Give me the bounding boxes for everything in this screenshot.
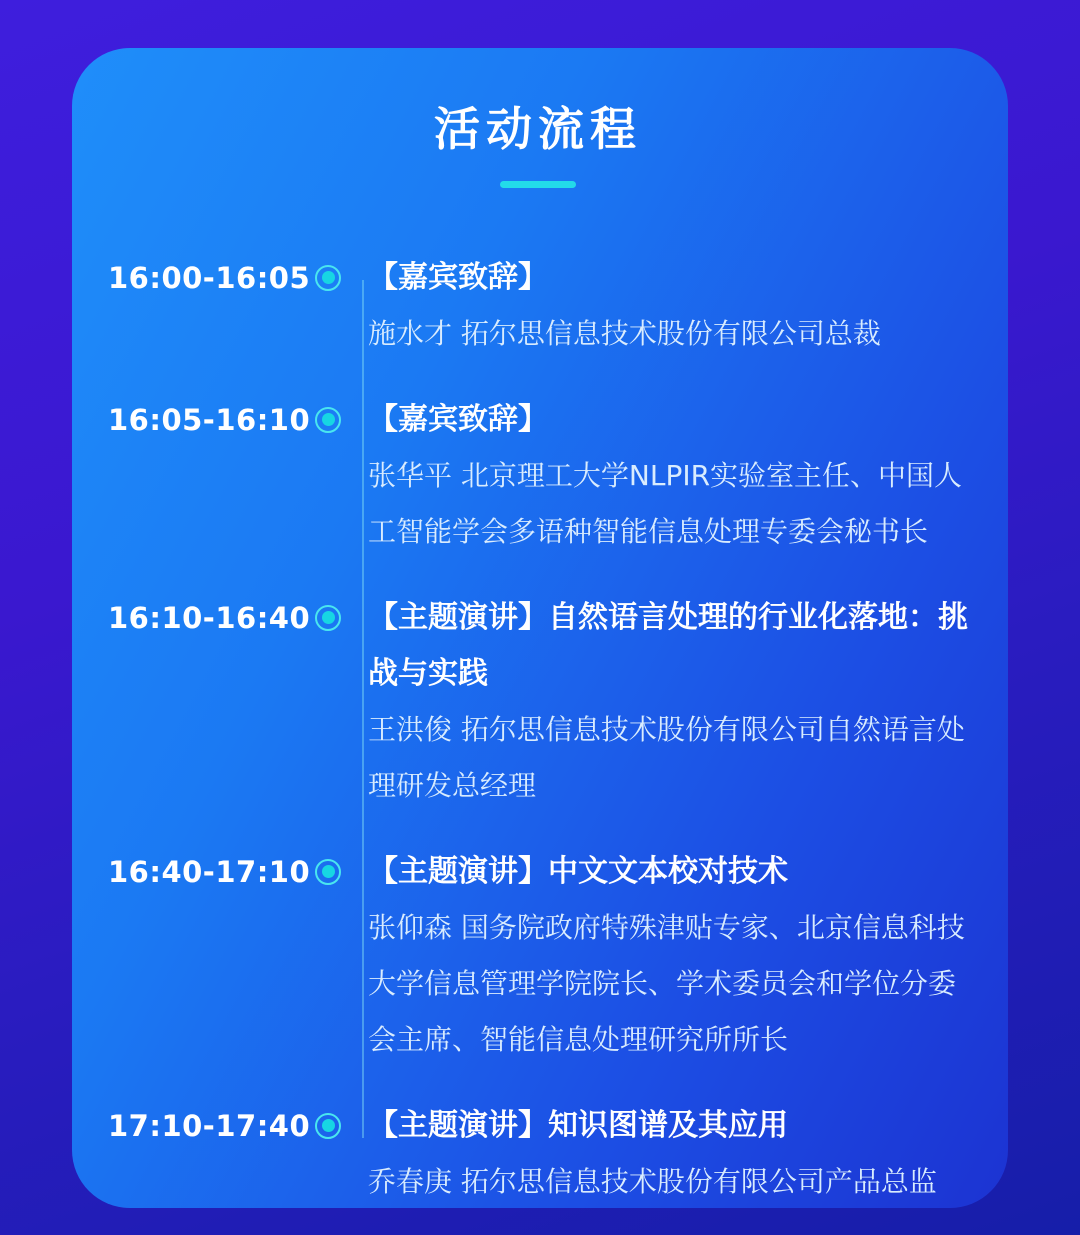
- timeline-dot-icon: [315, 859, 341, 885]
- timeline-dot-inner: [322, 865, 335, 878]
- event-content: [358, 844, 968, 1068]
- timeline-dot-inner: [322, 413, 335, 426]
- event-title: 【主题演讲】知识图谱及其应用: [368, 1107, 788, 1143]
- event-row: [108, 392, 968, 560]
- event-time: 16:05-16:10: [108, 402, 311, 437]
- timeline-dot-icon: [315, 265, 341, 291]
- event-content: [358, 392, 968, 560]
- event-speaker: 张华平 北京理工大学NLPIR实验室主任、中国人工智能学会多语种智能信息处理专委会秘书长: [368, 458, 963, 548]
- timeline-dot-inner: [322, 1119, 335, 1132]
- timeline-dot-inner: [322, 271, 335, 284]
- event-timeline: [108, 250, 968, 1210]
- timeline-dot-icon: [315, 605, 341, 631]
- timeline-dot-icon: [315, 1113, 341, 1139]
- event-title: 【主题演讲】自然语言处理的行业化落地：挑战与实践: [368, 599, 968, 691]
- title-underline: [500, 181, 576, 188]
- timeline-dot-inner: [322, 611, 335, 624]
- event-time: 16:00-16:05: [108, 260, 311, 295]
- timeline-dot-icon: [315, 407, 341, 433]
- event-content: [358, 1098, 968, 1210]
- event-title: 【嘉宾致辞】: [368, 259, 548, 295]
- page-title: 活动流程: [434, 102, 642, 156]
- event-row: [108, 1098, 968, 1210]
- event-row: [108, 844, 968, 1068]
- event-time: 16:40-17:10: [108, 854, 311, 889]
- agenda-card: [72, 48, 1008, 1208]
- event-speaker: 王洪俊 拓尔思信息技术股份有限公司自然语言处理研发总经理: [368, 712, 965, 802]
- event-speaker: 张仰森 国务院政府特殊津贴专家、北京信息科技大学信息管理学院院长、学术委员会和学位分委会主席、智能信息处理研究所所长: [368, 910, 965, 1056]
- event-speaker: 乔春庚 拓尔思信息技术股份有限公司产品总监: [368, 1164, 937, 1198]
- event-content: [358, 250, 968, 362]
- event-content: [358, 590, 968, 814]
- event-row: [108, 250, 968, 362]
- event-title: 【主题演讲】中文文本校对技术: [368, 853, 788, 889]
- event-row: [108, 590, 968, 814]
- event-time: 16:10-16:40: [108, 600, 311, 635]
- event-title: 【嘉宾致辞】: [368, 401, 548, 437]
- event-time: 17:10-17:40: [108, 1108, 311, 1143]
- event-speaker: 施水才 拓尔思信息技术股份有限公司总裁: [368, 316, 881, 350]
